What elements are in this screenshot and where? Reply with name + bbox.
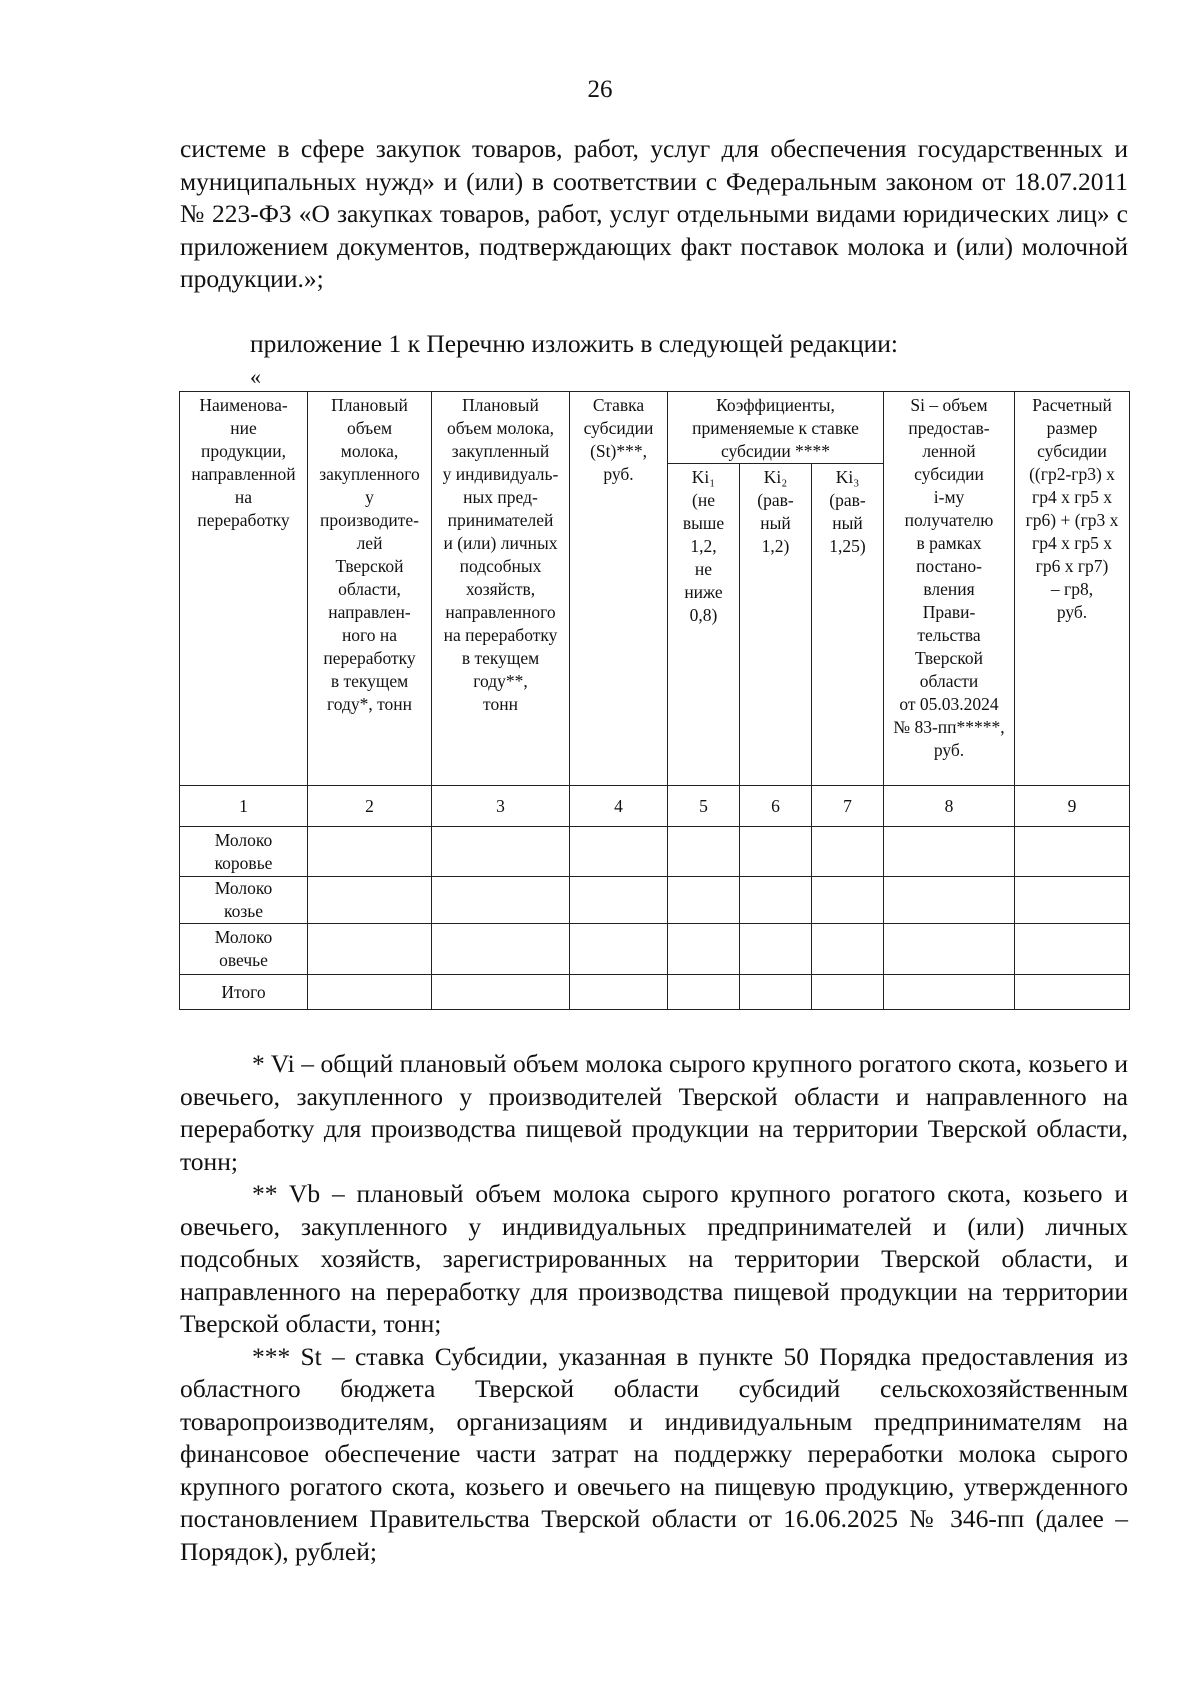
empty-cell — [740, 975, 812, 1010]
column-number: 1 — [180, 786, 308, 827]
empty-cell — [740, 877, 812, 924]
column-number: 2 — [308, 786, 432, 827]
empty-cell — [668, 975, 740, 1010]
empty-cell — [308, 975, 432, 1010]
empty-cell — [308, 877, 432, 924]
empty-cell — [432, 975, 570, 1010]
empty-cell — [740, 827, 812, 877]
empty-cell — [1015, 924, 1130, 975]
annex-statement: приложение 1 к Перечню изложить в следующей редакции: — [250, 329, 899, 358]
footnotes — [180, 1048, 1128, 1568]
row-label-goat-milk: Молоко козье — [180, 877, 308, 924]
page-number: 26 — [587, 76, 613, 103]
empty-cell — [884, 827, 1015, 877]
empty-cell — [570, 827, 668, 877]
opening-quote-mark: « — [250, 364, 261, 389]
empty-cell — [812, 877, 884, 924]
header-subsidy-rate: Ставка субсидии (St)***, руб. — [570, 392, 668, 786]
header-product-name: Наименова- ние продукции, направленной на переработку — [180, 392, 308, 786]
footnote-vi: * Vi – общий плановый объем молока сырого крупного рогатого скота, козьего и овечьего, закупленного у производителей Тверской области и направленного на переработку для производства пищевой продукции на территории Тверской области, тонн; — [180, 1049, 1128, 1176]
header-ki3: Ki₃ (рав- ный 1,25) — [812, 464, 884, 786]
empty-cell — [1015, 827, 1130, 877]
table-header-row — [180, 392, 1130, 464]
footnote-vb: ** Vb – плановый объем молока сырого крупного рогатого скота, козьего и овечьего, закупленного у индивидуальных предпринимателей и (или) личных подсобных хозяйств, зарегистрированных на территории Тверской области, и направленного на переработку для производства пищевой продукции на территории Тверской области, тонн; — [180, 1179, 1128, 1338]
row-label-sheep-milk: Молоко овечье — [180, 924, 308, 975]
empty-cell — [884, 877, 1015, 924]
empty-cell — [812, 975, 884, 1010]
empty-cell — [884, 924, 1015, 975]
empty-cell — [570, 877, 668, 924]
column-number: 5 — [668, 786, 740, 827]
empty-cell — [432, 924, 570, 975]
table-row — [180, 877, 1130, 924]
column-number: 7 — [812, 786, 884, 827]
empty-cell — [1015, 877, 1130, 924]
column-number-row — [180, 786, 1130, 827]
empty-cell — [740, 924, 812, 975]
header-planned-volume-individuals: Плановый объем молока, закупленный у индивидуаль- ных пред- принимателей и (или) личных подсобных хозяйств, направленного на переработку в текущем году**, тонн — [432, 392, 570, 786]
empty-cell — [308, 827, 432, 877]
column-number: 9 — [1015, 786, 1130, 827]
column-number: 3 — [432, 786, 570, 827]
empty-cell — [308, 924, 432, 975]
table-row — [180, 924, 1130, 975]
empty-cell — [1015, 975, 1130, 1010]
empty-cell — [668, 827, 740, 877]
empty-cell — [812, 827, 884, 877]
empty-cell — [668, 877, 740, 924]
header-ki1: Ki₁ (не выше 1,2, не ниже 0,8) — [668, 464, 740, 786]
footnote-st: *** St – ставка Субсидии, указанная в пункте 50 Порядка предоставления из областного бюджета Тверской области субсидий сельскохозяйственным товаропроизводителям, организациям и индивидуальным предпринимателям на финансовое обеспечение части затрат на поддержку переработки молока сырого крупного рогатого скота, козьего и овечьего на пищевую продукцию, утвержденного постановлением Правительства Тверской области от 16.06.2025 № 346-пп (далее – Порядок), рублей; — [180, 1341, 1128, 1566]
column-number: 8 — [884, 786, 1015, 827]
subsidy-table — [179, 391, 1130, 1010]
column-number: 4 — [570, 786, 668, 827]
table-row — [180, 975, 1130, 1010]
empty-cell — [570, 975, 668, 1010]
header-subsidy-provided: Si – объем предостав- ленной субсидии i-му получателю в рамках постано- вления Прави- тельства Тверской области от 05.03.2024 № 83-пп*****, руб. — [884, 392, 1015, 786]
empty-cell — [570, 924, 668, 975]
empty-cell — [432, 827, 570, 877]
header-calculated-subsidy: Расчетный размер субсидии ((гр2-гр3) х гр4 х гр5 х гр6) + (гр3 х гр4 х гр5 х гр6 х гр7) – гр8, руб. — [1015, 392, 1130, 786]
empty-cell — [432, 877, 570, 924]
empty-cell — [812, 924, 884, 975]
row-label-cow-milk: Молоко коровье — [180, 827, 308, 877]
row-label-total: Итого — [180, 975, 308, 1010]
empty-cell — [884, 975, 1015, 1010]
table-row — [180, 827, 1130, 877]
intro-paragraph: системе в сфере закупок товаров, работ, услуг для обеспечения государственных и муниципальных нужд» и (или) в соответствии с Федеральным законом от 18.07.2011 № 223-ФЗ «О закупках товаров, работ, услуг отдельными видами юридических лиц» с приложением документов, подтверждающих факт поставок молока и (или) молочной продукции.»; — [180, 134, 1128, 293]
header-ki2: Ki₂ (рав- ный 1,2) — [740, 464, 812, 786]
column-number: 6 — [740, 786, 812, 827]
empty-cell — [668, 924, 740, 975]
header-coefficients-group: Коэффициенты, применяемые к ставке субсидии **** — [668, 392, 884, 464]
header-planned-volume-producers: Плановый объем молока, закупленного у производите- лей Тверской области, направлен- ного на переработку в текущем году*, тонн — [308, 392, 432, 786]
